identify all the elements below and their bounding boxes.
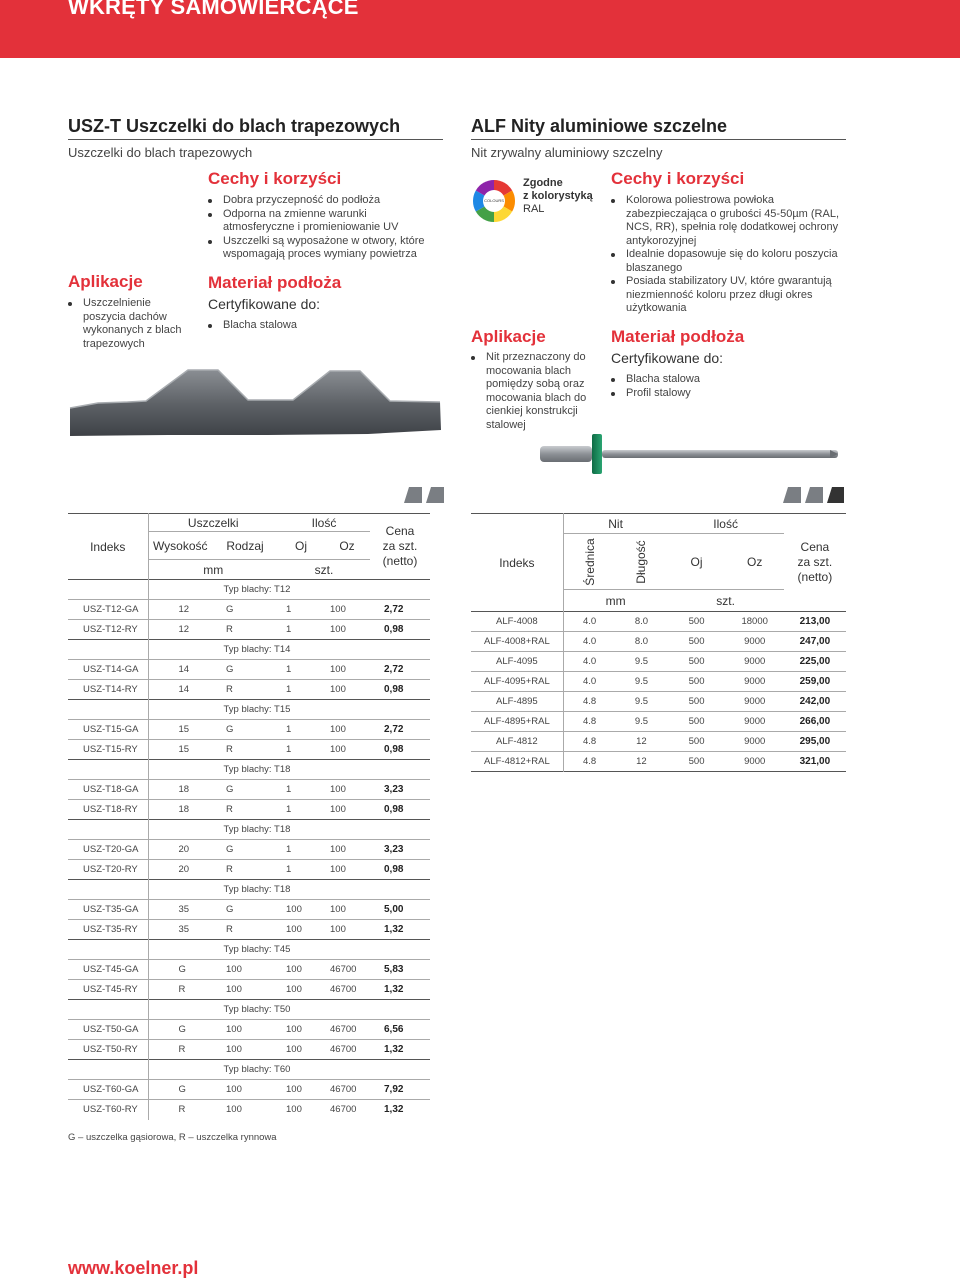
- cell-cena: 2,72: [384, 724, 404, 735]
- table-cell: R: [226, 624, 233, 635]
- cell-indeks: USZ-T18-RY: [68, 800, 148, 820]
- cell-indeks: USZ-T20-GA: [68, 840, 148, 860]
- cell-indeks: USZ-T50-RY: [68, 1040, 148, 1060]
- col-srednica: [563, 534, 615, 590]
- table-cell: G: [226, 784, 234, 795]
- dlugosc-label: Długość: [634, 539, 649, 584]
- cell-cena: 0,98: [384, 804, 404, 815]
- table-cell: 100: [286, 1024, 302, 1035]
- col-dlugosc: [615, 534, 667, 590]
- table-cell: 100: [330, 604, 346, 615]
- table-cell: 46700: [330, 1104, 357, 1116]
- table-cell: 46700: [330, 1024, 357, 1035]
- cell-cena: 3,23: [384, 784, 404, 795]
- cell-cena: 247,00: [799, 636, 831, 647]
- table-row: [471, 732, 846, 752]
- table-cell: 35: [178, 924, 190, 935]
- list-item: Blacha stalowa: [208, 319, 408, 333]
- list-item: Nit przeznaczony do mocowania blach pomiędzy sobą oraz mocowania blach do cienkiej konstrukcji stalowej: [471, 351, 596, 432]
- table-cell: 9000: [744, 736, 766, 747]
- table-row: [68, 800, 430, 820]
- table-cell: 500: [688, 616, 705, 627]
- table-row: [68, 660, 430, 680]
- cell-cena: 1,32: [384, 924, 404, 935]
- table-cell: 18: [178, 784, 190, 795]
- group-label: Typ blachy: T50: [223, 1004, 291, 1015]
- left-product-subtitle: Uszczelki do blach trapezowych: [68, 145, 253, 160]
- table-cell: G: [226, 604, 234, 615]
- cell-cena: 242,00: [799, 696, 831, 707]
- table-cell: G: [226, 664, 234, 675]
- cell-cena: 2,72: [384, 604, 404, 615]
- cell-cena: 0,98: [384, 864, 404, 875]
- right-product-subtitle: Nit zrywalny aluminiowy szczelny: [471, 145, 663, 160]
- table-cell: 1: [286, 724, 292, 735]
- cell-indeks: USZ-T35-RY: [68, 920, 148, 940]
- table-cell: 100: [286, 964, 302, 975]
- right-cechy-heading: Cechy i korzyści: [611, 169, 745, 188]
- table-cell: 1: [286, 804, 292, 815]
- cell-cena: 0,98: [384, 684, 404, 695]
- table-row: [68, 720, 430, 740]
- list-item: Blacha stalowa: [611, 373, 811, 387]
- cena-line-3: (netto): [797, 570, 833, 584]
- col-oz: Oz: [726, 534, 784, 590]
- table-cell: 500: [688, 676, 705, 687]
- group-label: Typ blachy: T60: [223, 1064, 291, 1075]
- group-label-spacer: [68, 640, 148, 660]
- table-cell: R: [226, 924, 233, 935]
- group-label: Typ blachy: T18: [223, 764, 291, 775]
- table-cell: G: [226, 844, 234, 855]
- table-cell: 100: [226, 1044, 242, 1055]
- table-cell: 100: [330, 724, 346, 735]
- group-label-spacer: [68, 880, 148, 900]
- cell-cena: 321,00: [799, 756, 831, 767]
- table-cell: 9000: [744, 636, 766, 647]
- cell-indeks: USZ-T14-GA: [68, 660, 148, 680]
- ral-line-1: Zgodne: [523, 177, 563, 189]
- cell-cena: 295,00: [799, 736, 831, 747]
- col-wysokosc: Wysokość: [148, 532, 212, 560]
- table-cell: 1: [286, 604, 292, 615]
- cell-cena: 213,00: [799, 616, 831, 627]
- cell-indeks: ALF-4895: [471, 692, 563, 712]
- table-cell: 100: [286, 1084, 302, 1095]
- group-label-spacer: [68, 1060, 148, 1080]
- footer-website-link[interactable]: www.koelner.pl: [68, 1258, 199, 1278]
- cell-indeks: USZ-T14-RY: [68, 680, 148, 700]
- left-title-rule: [68, 139, 443, 140]
- col-oj: Oj: [278, 532, 324, 560]
- table-row: [68, 1020, 430, 1040]
- col-cena: [784, 514, 846, 612]
- cell-cena: 3,23: [384, 844, 404, 855]
- cell-cena: 6,56: [384, 1024, 404, 1035]
- table-row: [68, 840, 430, 860]
- group-label-spacer: [68, 700, 148, 720]
- table-row: [68, 780, 430, 800]
- col-indeks: Indeks: [68, 514, 148, 580]
- table-cell: 9000: [744, 716, 766, 727]
- table-row: [68, 860, 430, 880]
- col-uszczelki: Uszczelki: [148, 514, 278, 532]
- table-cell: 100: [226, 1084, 242, 1095]
- group-label-row: [68, 820, 430, 840]
- table-cell: 14: [178, 664, 190, 675]
- left-certified-label: Certyfikowane do:: [208, 296, 321, 312]
- table-cell: 15: [178, 724, 190, 735]
- table-cell: 4.8: [582, 716, 597, 727]
- unit-szt: szt.: [314, 562, 334, 577]
- cell-indeks: USZ-T20-RY: [68, 860, 148, 880]
- table-row: [68, 740, 430, 760]
- table-row: [68, 1080, 430, 1100]
- table-cell: 4.8: [582, 756, 597, 767]
- cell-indeks: USZ-T15-GA: [68, 720, 148, 740]
- list-item: Kolorowa poliestrowa powłoka zabezpieczająca o grubości 45-50µm (RAL, NCS, RR), spełnia rolę dodatkowej ochrony antykorozyjnej: [611, 194, 846, 248]
- cell-cena: 266,00: [799, 716, 831, 727]
- cell-indeks: ALF-4812+RAL: [471, 752, 563, 772]
- table-cell: 12: [178, 604, 190, 615]
- table-cell: 12: [636, 736, 647, 747]
- table-cell: 500: [688, 656, 705, 667]
- right-aplikacje-heading: Aplikacje: [471, 327, 546, 346]
- table-row: [471, 652, 846, 672]
- table-cell: 100: [286, 1044, 302, 1055]
- table-cell: 100: [226, 1104, 242, 1116]
- right-material-list: [611, 373, 811, 400]
- table-row: [68, 1100, 430, 1120]
- group-label-row: [68, 940, 430, 960]
- cell-indeks: USZ-T35-GA: [68, 900, 148, 920]
- cell-indeks: ALF-4008+RAL: [471, 632, 563, 652]
- cell-cena: 0,98: [384, 744, 404, 755]
- table-cell: 4.8: [582, 736, 597, 747]
- table-cell: 9000: [744, 696, 766, 707]
- group-label: Typ blachy: T15: [223, 704, 291, 715]
- cell-indeks: USZ-T60-RY: [68, 1100, 148, 1120]
- table-cell: R: [178, 1044, 186, 1055]
- table-cell: 500: [688, 756, 705, 767]
- table-cell: 100: [330, 624, 346, 635]
- right-product-title: ALF Nity aluminiowe szczelne: [471, 116, 728, 136]
- left-cechy-heading: Cechy i korzyści: [208, 169, 342, 188]
- group-label-row: [68, 1000, 430, 1020]
- banner-title: WKRĘTY SAMOWIERCĄCE: [68, 0, 359, 19]
- cell-cena: 2,72: [384, 664, 404, 675]
- col-indeks: Indeks: [471, 514, 563, 612]
- unit-szt: szt.: [716, 593, 735, 608]
- table-cell: 12: [178, 624, 190, 635]
- table-cell: 500: [688, 716, 705, 727]
- table-cell: 4.8: [582, 696, 597, 707]
- srednica-label: Średnica: [582, 537, 597, 586]
- seal-profile-image: [68, 368, 443, 440]
- table-cell: 8.0: [634, 616, 649, 627]
- cell-indeks: ALF-4008: [471, 612, 563, 632]
- group-label-row: [68, 760, 430, 780]
- right-certified-label: Certyfikowane do:: [611, 350, 724, 366]
- cell-indeks: USZ-T45-RY: [68, 980, 148, 1000]
- group-label-row: [68, 700, 430, 720]
- group-label: Typ blachy: T12: [223, 584, 291, 595]
- col-ilosc: Ilość: [667, 514, 783, 534]
- table-row: [68, 900, 430, 920]
- table-cell: 500: [688, 696, 705, 707]
- table-cell: 100: [330, 684, 346, 695]
- uszczelki-table: [68, 513, 430, 1120]
- table-cell: 100: [286, 984, 302, 995]
- list-item: Posiada stabilizatory UV, które gwarantują niezmienność koloru przez długi okres użytkowania: [611, 275, 846, 316]
- table-cell: 1: [286, 784, 292, 795]
- cell-cena: 7,92: [384, 1084, 404, 1095]
- left-material-list: [208, 319, 408, 333]
- table-row: [471, 632, 846, 652]
- group-label-spacer: [68, 940, 148, 960]
- cell-indeks: ALF-4095: [471, 652, 563, 672]
- list-item: Profil stalowy: [611, 387, 811, 401]
- table-cell: 500: [688, 636, 705, 647]
- table-cell: R: [226, 684, 233, 695]
- table-cell: 100: [330, 744, 346, 755]
- legend-note: G – uszczelka gąsiorowa, R – uszczelka rynnowa: [68, 1132, 277, 1143]
- cena-line-3: (netto): [382, 554, 418, 568]
- left-aplikacje-list: [68, 297, 193, 351]
- cell-indeks: USZ-T12-GA: [68, 600, 148, 620]
- table-cell: 4.0: [582, 616, 597, 627]
- table-cell: 100: [330, 784, 346, 795]
- cell-cena: 1,32: [384, 1044, 404, 1055]
- list-item: Uszczelnienie poszycia dachów wykonanych z blach trapezowych: [68, 297, 193, 351]
- table-cell: 100: [330, 844, 346, 855]
- table-cell: 15: [178, 744, 190, 755]
- right-cechy-list: [611, 194, 846, 316]
- group-label-row: [68, 880, 430, 900]
- cell-cena: 5,00: [384, 904, 404, 915]
- table-cell: 9.5: [634, 696, 649, 707]
- left-aplikacje-heading: Aplikacje: [68, 272, 143, 291]
- table-row: [471, 752, 846, 772]
- group-label: Typ blachy: T45: [223, 944, 291, 955]
- unit-mm: mm: [203, 562, 224, 577]
- table-cell: 9.5: [634, 676, 649, 687]
- cell-indeks: USZ-T12-RY: [68, 620, 148, 640]
- table-cell: 46700: [330, 1044, 357, 1055]
- table-cell: R: [178, 984, 186, 995]
- table-cell: 500: [688, 736, 705, 747]
- table-cell: G: [226, 724, 234, 735]
- table-cell: R: [226, 744, 233, 755]
- table-cell: R: [226, 804, 233, 815]
- ral-line-2: z kolorystyką: [523, 190, 593, 202]
- table-cell: 1: [286, 744, 292, 755]
- table-cell: 100: [286, 904, 302, 915]
- cell-indeks: USZ-T60-GA: [68, 1080, 148, 1100]
- table-cell: 9.5: [634, 656, 649, 667]
- cena-line-1: Cena: [800, 540, 830, 554]
- group-label-row: [68, 580, 430, 600]
- table-cell: 100: [226, 964, 242, 975]
- group-label-spacer: [68, 760, 148, 780]
- table-cell: G: [178, 1024, 186, 1035]
- cell-cena: 5,83: [384, 964, 404, 975]
- col-nit: Nit: [563, 514, 667, 534]
- group-label-spacer: [68, 1000, 148, 1020]
- table-cell: 9000: [744, 656, 766, 667]
- table-cell: 1: [286, 864, 292, 875]
- left-product-title: USZ-T Uszczelki do blach trapezowych: [68, 116, 401, 136]
- cena-line-2: za szt.: [797, 555, 833, 569]
- ral-logo-text: COLOURS: [484, 198, 504, 203]
- col-oz: Oz: [324, 532, 370, 560]
- cell-indeks: USZ-T50-GA: [68, 1020, 148, 1040]
- table-cell: 1: [286, 684, 292, 695]
- right-material-heading: Materiał podłoża: [611, 327, 745, 346]
- left-cechy-list: [208, 194, 438, 262]
- table-row: [68, 680, 430, 700]
- table-cell: 46700: [330, 964, 357, 975]
- table-row: [68, 920, 430, 940]
- table-cell: 46700: [330, 984, 357, 995]
- cena-line-1: Cena: [385, 524, 415, 538]
- cena-line-2: za szt.: [382, 539, 418, 553]
- list-item: Odporna na zmienne warunki atmosferyczne i promieniowanie UV: [208, 208, 438, 235]
- table-cell: 9000: [744, 756, 766, 767]
- table-row: [471, 712, 846, 732]
- table-cell: 1: [286, 624, 292, 635]
- nity-table: [471, 513, 846, 772]
- right-aplikacje-list: [471, 351, 596, 432]
- table-cell: G: [178, 1084, 186, 1095]
- group-label-spacer: [68, 820, 148, 840]
- list-item: Dobra przyczepność do podłoża: [208, 194, 438, 208]
- left-material-heading: Materiał podłoża: [208, 273, 342, 292]
- right-title-rule: [471, 139, 846, 140]
- table-cell: 100: [330, 904, 346, 915]
- table-cell: 12: [636, 756, 647, 767]
- table-row: [68, 980, 430, 1000]
- table-row: [68, 600, 430, 620]
- table-cell: 4.0: [582, 676, 597, 687]
- cell-indeks: USZ-T15-RY: [68, 740, 148, 760]
- table-cell: 100: [226, 984, 242, 995]
- table-row: [68, 1040, 430, 1060]
- table-cell: R: [226, 864, 233, 875]
- table-cell: 100: [330, 664, 346, 675]
- col-cena: [370, 514, 430, 580]
- cell-cena: 259,00: [799, 676, 831, 687]
- group-label: Typ blachy: T14: [223, 644, 291, 655]
- table-cell: 35: [178, 904, 190, 915]
- cell-indeks: ALF-4095+RAL: [471, 672, 563, 692]
- list-item: Uszczelki są wyposażone w otwory, które wspomagają proces wymiany powietrza: [208, 235, 438, 262]
- cell-cena: 0,98: [384, 624, 404, 635]
- group-label-row: [68, 640, 430, 660]
- group-label-spacer: [68, 580, 148, 600]
- table-cell: 100: [330, 864, 346, 875]
- table-cell: 46700: [330, 1084, 357, 1095]
- sheet-profile-icons-right: [782, 486, 845, 504]
- ral-line-3: RAL: [523, 203, 545, 215]
- table-row: [68, 960, 430, 980]
- table-row: [68, 620, 430, 640]
- table-cell: 14: [178, 684, 190, 695]
- ral-text: [523, 177, 593, 216]
- col-oj: Oj: [667, 534, 725, 590]
- table-cell: 100: [226, 1024, 242, 1035]
- cell-indeks: ALF-4812: [471, 732, 563, 752]
- table-cell: 100: [330, 804, 346, 815]
- table-cell: 1: [286, 664, 292, 675]
- cell-indeks: USZ-T18-GA: [68, 780, 148, 800]
- table-cell: 100: [286, 1104, 302, 1116]
- table-cell: 20: [178, 864, 190, 875]
- group-label: Typ blachy: T18: [223, 824, 291, 835]
- sheet-profile-icons-left: [403, 486, 445, 504]
- col-ilosc: Ilość: [278, 514, 370, 532]
- group-label: Typ blachy: T18: [223, 884, 291, 895]
- table-row: [471, 672, 846, 692]
- table-cell: 20: [178, 844, 190, 855]
- table-cell: 4.0: [582, 656, 597, 667]
- cell-indeks: ALF-4895+RAL: [471, 712, 563, 732]
- cell-cena: 1,32: [384, 984, 404, 995]
- table-cell: G: [178, 964, 186, 975]
- group-label-row: [68, 1060, 430, 1080]
- table-cell: 1: [286, 844, 292, 855]
- table-cell: 9.5: [634, 716, 649, 727]
- table-cell: 18: [178, 804, 190, 815]
- cell-cena: 225,00: [799, 656, 831, 667]
- table-cell: 100: [286, 924, 302, 935]
- cell-indeks: USZ-T45-GA: [68, 960, 148, 980]
- table-cell: R: [178, 1104, 186, 1116]
- table-row: [471, 612, 846, 632]
- col-rodzaj: Rodzaj: [212, 532, 278, 560]
- cell-cena: 1,32: [384, 1104, 404, 1116]
- unit-mm: mm: [605, 593, 626, 608]
- table-cell: 9000: [744, 676, 766, 687]
- table-cell: G: [226, 904, 234, 915]
- table-cell: 100: [330, 924, 346, 935]
- table-row: [471, 692, 846, 712]
- table-cell: 8.0: [634, 636, 649, 647]
- table-cell: 4.0: [582, 636, 597, 647]
- table-cell: 18000: [741, 616, 768, 627]
- list-item: Idealnie dopasowuje się do koloru poszycia blaszanego: [611, 248, 846, 275]
